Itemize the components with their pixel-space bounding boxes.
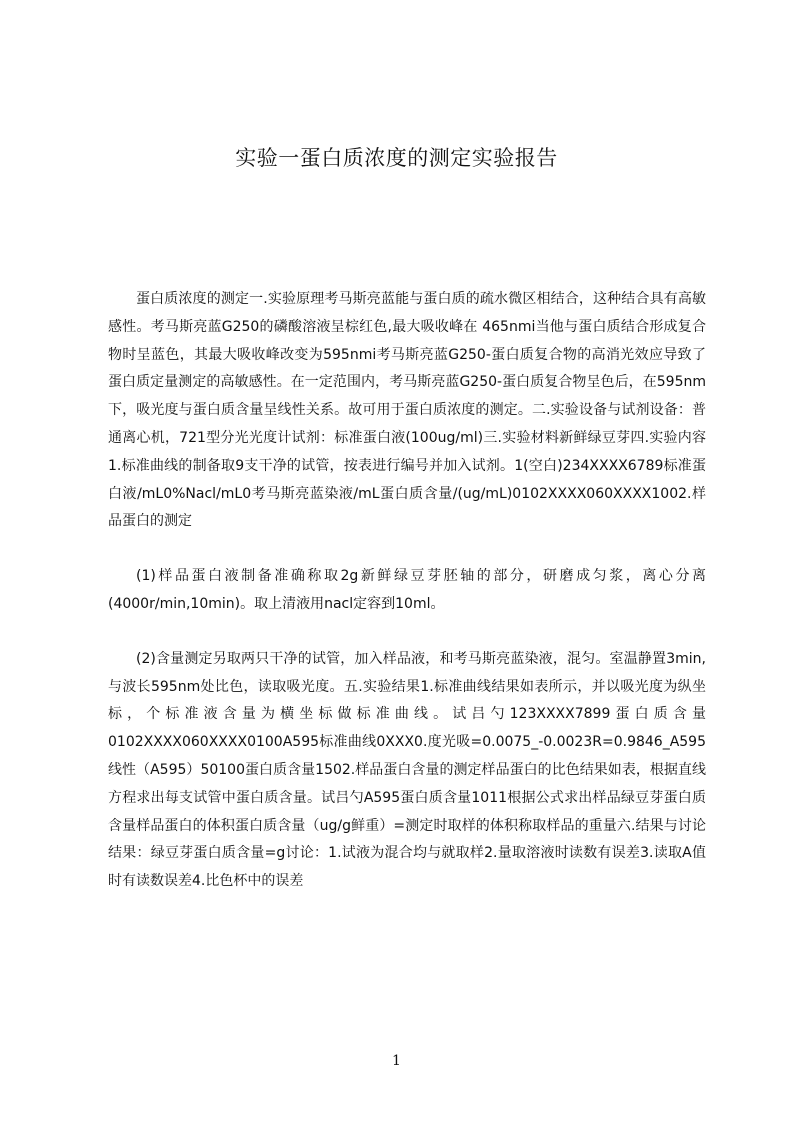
paragraph-principle-and-procedure: 蛋白质浓度的测定一.实验原理考马斯亮蓝能与蛋白质的疏水微区相结合，这种结合具有高敏感性。考马斯亮蓝G250的磷酸溶液呈棕红色,最大吸收峰在 465nmi当他与蛋白质结合形成复合物时呈蓝色，其最大吸收峰改变为595nmi考马斯亮蓝G250-蛋白质复合物的高消光效应导致了蛋白质定量测定的高敏感性。在一定范围内，考马斯亮蓝G250-蛋白质复合物呈色后，在595nm下，吸光度与蛋白质含量呈线性关系。故可用于蛋白质浓度的测定。二.实验设备与试剂设备：普通离心机，721型分光光度计试剂：标准蛋白液(100ug/ml)三.实验材料新鲜绿豆芽四.实验内容1.标准曲线的制备取9支干净的试管，按表进行编号并加入试剂。1(空白)234XXXX6789标准蛋白液/mL0%Nacl/mL0考马斯亮蓝染液/mL蛋白质含量/(ug/mL)0102XXXX060XXXX1002.样品蛋白的测定 — [108, 291, 706, 530]
page-title: 实验一蛋白质浓度的测定实验报告 — [235, 146, 558, 170]
report-body — [108, 286, 706, 896]
page-number: 1 — [392, 1053, 401, 1069]
paragraph-sample-preparation: (1)样品蛋白液制备准确称取2g新鲜绿豆芽胚轴的部分，研磨成匀浆，离心分离(4000r/min,10min)。取上清液用nacl定容到10ml。 — [108, 568, 706, 612]
paragraph-measurement-and-results: (2)含量测定另取两只干净的试管，加入样品液，和考马斯亮蓝染液，混匀。室温静置3min,与波长595nm处比色，读取吸光度。五.实验结果1.标准曲线结果如表所示，并以吸光度为纵坐标，个标准液含量为横坐标做标准曲线。试吕勺123XXXX7899蛋白质含量0102XXXX060XXXX0100A595标准曲线0XXX0.度光吸=0.0075_-0.0023R=0.9846_A595线性（A595）50100蛋白质含量1502.样品蛋白含量的测定样品蛋白的比色结果如表，根据直线方程求出每支试管中蛋白质含量。试吕勺A595蛋白质含量1011根据公式求出样品绿豆芽蛋白质含量样品蛋白的体积蛋白质含量（ug/g鲜重）=测定时取样的体积称取样品的重量六.结果与讨论结果：绿豆芽蛋白质含量=g讨论：1.试液为混合均与就取样2.量取溶液时读数有误差3.读取A值时有读数误差4.比色杯中的误差 — [108, 650, 706, 890]
